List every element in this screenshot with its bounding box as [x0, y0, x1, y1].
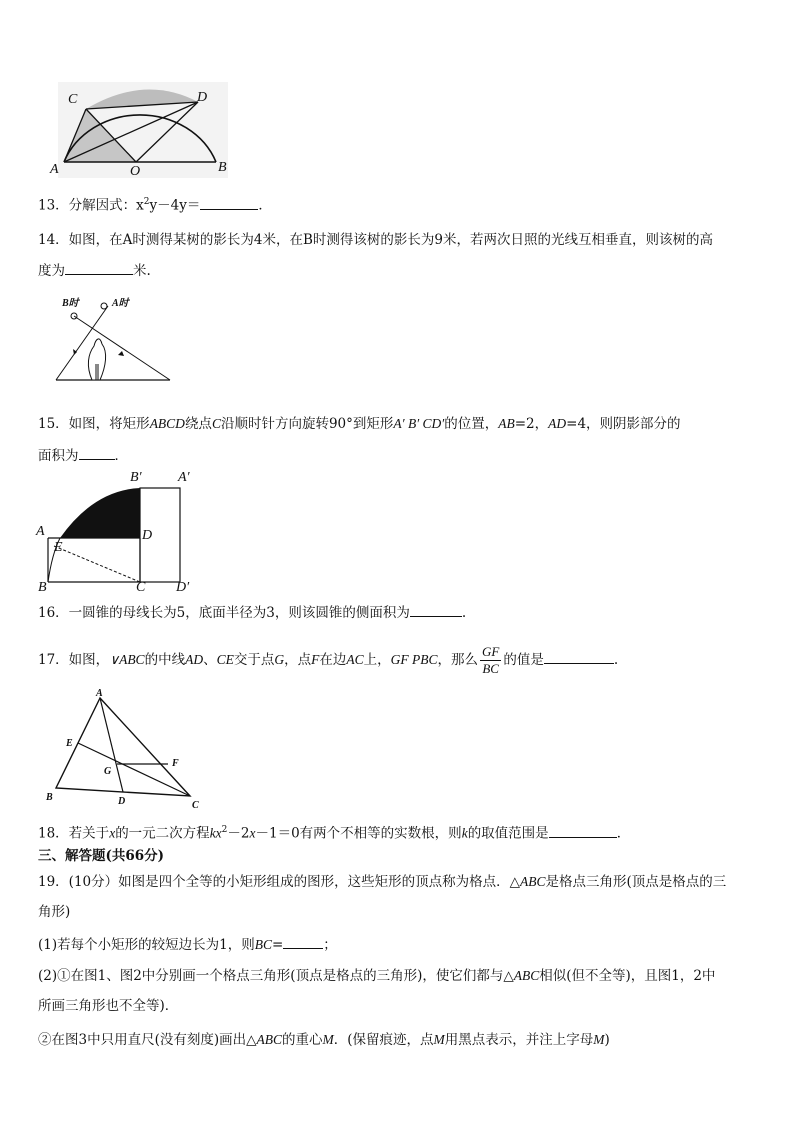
q17-parallel: GF PBC	[390, 652, 438, 667]
label-e: E	[66, 738, 73, 749]
q15-text-c: 绕点	[184, 416, 212, 432]
median-ad	[100, 698, 123, 792]
q19-p3-text-a: ②在图3中只用直尺(没有刻度)画出△	[38, 1032, 257, 1048]
q17-text-p: 的值是	[503, 652, 544, 668]
q18-text-i: 的取值范围是	[467, 825, 549, 842]
q18-x2: x	[249, 825, 256, 841]
q16-end: .	[461, 605, 467, 621]
section-heading: 三、解答题(共66分)	[38, 848, 165, 864]
question-19-part2	[38, 966, 715, 986]
label-d-prime: D′	[176, 580, 190, 595]
label-d: D	[197, 90, 208, 105]
q17-ac: AC	[346, 652, 364, 667]
label-a: A	[96, 688, 103, 699]
q18-text-g: －1＝0有两个不相等的实数根，则	[255, 825, 462, 842]
q18-kx: kx	[209, 825, 222, 841]
question-15-line2	[38, 445, 128, 466]
q17-f: F	[311, 652, 320, 667]
question-13	[38, 192, 272, 216]
label-e: E	[54, 540, 63, 555]
q19-text-a: 19．(10分）如图是四个全等的小矩形组成的图形，这些矩形的顶点称为格点．△	[38, 874, 521, 890]
question-18	[38, 820, 630, 844]
figure-semicircle	[50, 82, 232, 180]
q19-p2-text-a: (2)①在图1、图2中分别画一个格点三角形(顶点是格点的三角形)，使它们都与△	[38, 968, 514, 984]
q15-c: C	[211, 416, 221, 431]
question-19-part2-line2: 所画三角形也不全等)．	[38, 998, 179, 1014]
q17-text-c: 的中线	[144, 652, 186, 668]
q19-p3-text-c: 的重心	[282, 1032, 323, 1048]
q13-answer-blank[interactable]	[200, 195, 258, 210]
q19-p1-text: (1)若每个小矩形的较短边长为1，则	[38, 937, 255, 953]
dashed-ec	[54, 546, 140, 582]
q15-text-g: 的位置，	[444, 416, 499, 432]
q17-text-i: ，点	[284, 652, 312, 668]
rotated-rectangle-diagram	[34, 470, 200, 598]
sun-a-icon	[101, 303, 107, 309]
q18-end: ．	[616, 825, 631, 842]
q13-end: ．	[258, 197, 272, 214]
q17-text-o: ，那么	[437, 652, 478, 668]
tree-shape	[88, 339, 105, 380]
q17-answer-blank[interactable]	[544, 649, 614, 664]
q17-frac-den: BC	[482, 661, 499, 676]
figure-tree-shadow	[52, 294, 176, 386]
q19-p1-end: ；	[323, 937, 337, 953]
question-14-line1: 14．如图，在A时测得某树的影长为4米，在B时测得该树的影长为9米，若两次日照的光线互相垂直，则该树的高	[38, 232, 714, 248]
label-b: B	[218, 160, 227, 175]
label-c: C	[192, 800, 199, 811]
q19-text-c: 是格点三角形(顶点是格点的三	[545, 874, 727, 890]
question-15-line1	[38, 414, 681, 434]
question-19-part3	[38, 1030, 610, 1050]
label-f: F	[172, 758, 179, 769]
q19-p3-text-g: 用黑点表示，并注上字母	[444, 1032, 594, 1048]
q17-fraction	[480, 644, 501, 677]
q16-text: 16．一圆锥的母线长为5，底面半径为3，则该圆锥的侧面积为	[38, 605, 410, 621]
q17-text-e: 、	[203, 652, 217, 668]
q19-p3-m2: M	[433, 1032, 445, 1047]
q19-p1-eq: =	[271, 937, 284, 953]
ray-b	[74, 316, 170, 380]
q19-p3-abc: ABC	[256, 1032, 283, 1047]
q15-end: ．	[114, 448, 128, 464]
q14-text: 度为	[38, 263, 65, 279]
question-14-line2	[38, 260, 151, 281]
label-b-time: B时	[62, 298, 79, 309]
question-16	[38, 602, 466, 623]
q17-triangle: ∨ABC	[109, 652, 145, 667]
q14-answer-blank[interactable]	[65, 260, 133, 275]
label-a: A	[50, 162, 59, 177]
q15-abcd: ABCD	[149, 416, 185, 431]
q15-rect-prime: A′ B′ CD′	[393, 416, 445, 431]
question-19-line1	[38, 872, 726, 892]
q19-p3-text-e: ．(保留痕迹，点	[333, 1032, 434, 1048]
q18-k: k	[461, 825, 468, 841]
q13-text-2: y－4y＝	[149, 197, 201, 214]
q17-ce: CE	[216, 652, 234, 667]
q16-answer-blank[interactable]	[410, 602, 462, 617]
q19-p2-text-c: 相似(但不全等)，且图1，2中	[539, 968, 716, 984]
q18-answer-blank[interactable]	[549, 823, 617, 838]
label-a-time: A时	[112, 298, 129, 309]
q17-text-k: 在边	[319, 652, 347, 668]
question-17	[38, 642, 618, 678]
q17-frac-num: GF	[481, 644, 500, 659]
shaded-region	[60, 488, 140, 538]
q17-ad: AD	[185, 652, 204, 667]
q15-ad: AD	[548, 416, 567, 431]
q13-text: 13．分解因式：x	[38, 197, 144, 214]
q15-text-a: 15．如图，将矩形	[38, 416, 150, 432]
label-d: D	[118, 796, 126, 807]
median-ce	[78, 743, 190, 796]
question-19-part1	[38, 934, 337, 955]
label-d: D	[142, 528, 153, 543]
label-a: A	[36, 524, 45, 539]
q14-text-2: 米.	[133, 263, 151, 279]
q15-text-2: 面积为	[38, 448, 79, 464]
arrow-b	[118, 351, 124, 356]
q17-text-g: 交于点	[233, 652, 275, 668]
figure-triangle-medians	[40, 688, 210, 814]
q18-exponent: 2	[221, 825, 228, 835]
q15-text-e: 沿顺时针方向旋转90°到矩形	[220, 416, 394, 432]
question-19-line2: 角形)	[38, 904, 71, 920]
label-a-prime: A′	[178, 470, 190, 485]
q18-text-e: －2	[227, 825, 250, 842]
figure-rotated-rectangle	[34, 470, 200, 598]
q15-text-k: =4，则阴影部分的	[566, 416, 681, 432]
q15-ab: AB	[498, 416, 515, 431]
q18-x: x	[109, 825, 116, 841]
label-b: B	[38, 580, 47, 595]
q19-p1-bc: BC	[254, 937, 272, 952]
q13-exponent: 2	[143, 197, 150, 207]
q15-answer-blank[interactable]	[79, 445, 115, 460]
q17-end: .	[613, 652, 619, 668]
q19-answer-blank[interactable]	[283, 934, 323, 949]
q19-p2-abc: ABC	[513, 968, 540, 983]
q19-p3-m3: M	[593, 1032, 605, 1047]
triangle-abc	[56, 698, 190, 796]
q19-p3-m: M	[322, 1032, 334, 1047]
q19-abc: ABC	[520, 874, 546, 889]
q18-text-c: 的一元二次方程	[115, 825, 210, 842]
q17-g: G	[274, 652, 285, 667]
label-c: C	[68, 92, 78, 107]
q15-text-i: =2，	[514, 416, 549, 432]
label-c: C	[136, 580, 146, 595]
q17-text-a: 17．如图，	[38, 652, 110, 668]
label-b-prime: B′	[130, 470, 142, 485]
q18-text-a: 18．若关于	[38, 825, 110, 842]
q19-p3-end: )	[604, 1032, 610, 1048]
label-b: B	[46, 792, 53, 803]
label-g: G	[104, 766, 112, 777]
label-o: O	[130, 164, 141, 179]
q17-text-m: 上，	[363, 652, 391, 668]
